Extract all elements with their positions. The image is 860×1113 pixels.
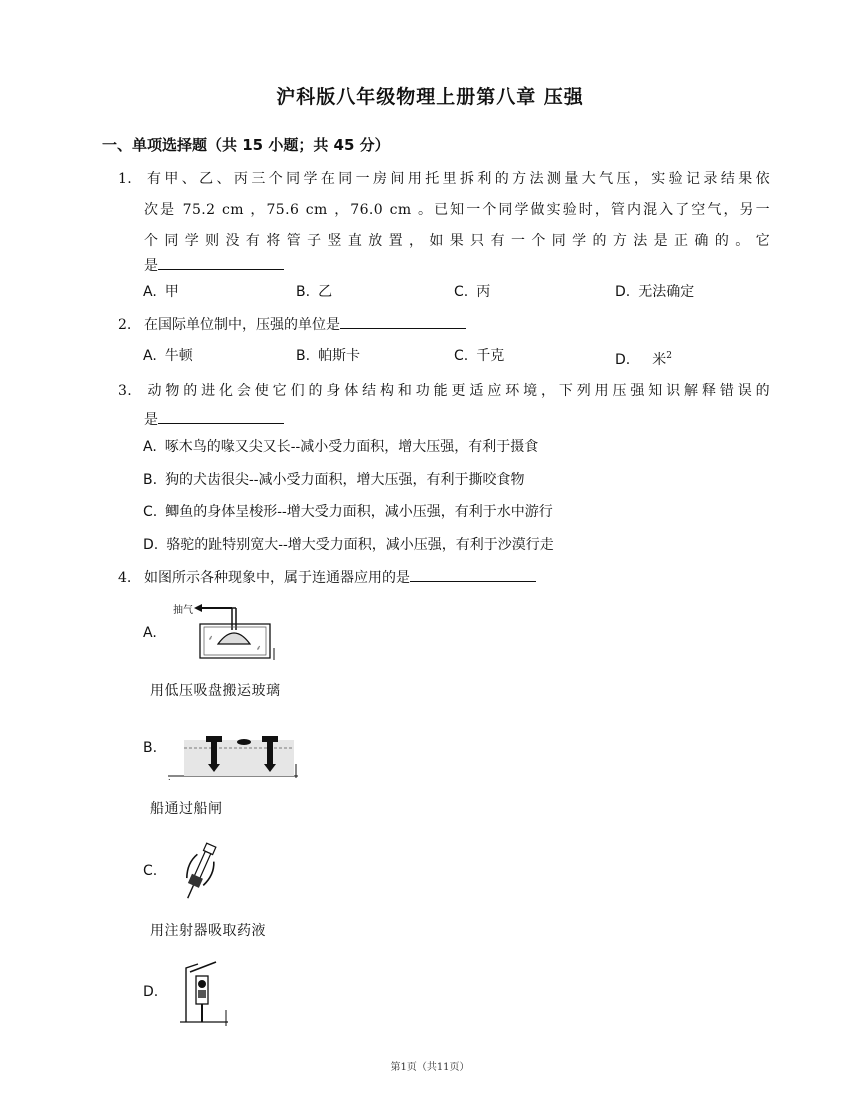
question-2-text-1: 在国际单位制中，压强的单位是	[144, 317, 340, 333]
svg-text:⸙: ⸙	[208, 634, 214, 642]
option-3c[interactable]: C. 鲫鱼的身体呈梭形--增大受力面积，减小压强，有利于水中游行	[143, 504, 553, 520]
question-1-line-1	[118, 164, 770, 195]
option-4b-caption: 船通过船闸	[150, 801, 223, 817]
option-4a-caption: 用低压吸盘搬运玻璃	[150, 683, 281, 699]
question-2-number: 2.	[118, 317, 132, 333]
option-2b[interactable]: B. 帕斯卡	[296, 348, 361, 364]
ship-lock-figure	[168, 726, 300, 784]
option-3d[interactable]: D. 骆驼的趾特别宽大--增大受力面积，减小压强，有利于沙漠行走	[143, 537, 554, 553]
question-3-number: 3.	[118, 383, 133, 399]
answer-blank-1[interactable]	[158, 254, 284, 270]
question-1-line-3: 个同学则没有将管子竖直放置，如果只有一个同学的方法是正确的。它	[144, 233, 770, 249]
figure-a-label: 抽气	[173, 605, 193, 616]
suction-cup-glass-figure	[170, 600, 280, 664]
question-1-text-1: 有甲、乙、丙三个同学在同一房间用托里拆利的方法测量大气压，实验记录结果依	[144, 171, 770, 187]
svg-text:.: .	[168, 773, 171, 782]
question-3-text-1: 动物的进化会使它们的身体结构和功能更适应环境，下列用压强知识解释错误的	[144, 383, 770, 399]
question-4-text-1: 如图所示各种现象中，属于连通器应用的是	[144, 570, 410, 586]
question-3-text-2: 是	[144, 412, 158, 428]
option-2a[interactable]: A. 牛顿	[143, 348, 193, 364]
syringe-figure	[176, 837, 222, 907]
option-4b-letter[interactable]: B.	[143, 740, 158, 756]
question-4-number: 4.	[118, 570, 132, 586]
question-1-text-4: 是	[144, 258, 158, 274]
answer-blank-2[interactable]	[340, 313, 466, 329]
option-1d[interactable]: D. 无法确定	[615, 284, 695, 300]
option-1b[interactable]: B. 乙	[296, 284, 333, 300]
option-2d[interactable]: D. 米$^2$	[615, 351, 672, 368]
water-pump-figure	[176, 960, 232, 1030]
question-2-line-1	[118, 310, 770, 341]
page-footer: 第1页（共11页）	[390, 1062, 470, 1073]
option-2c[interactable]: C. 千克	[454, 348, 505, 364]
option-1a[interactable]: A. 甲	[143, 284, 179, 300]
question-1-number: 1.	[118, 171, 133, 187]
question-1-line-2: 次是 75.2 cm ，75.6 cm ，76.0 cm 。已知一个同学做实验时，管内混入了空气，另一	[144, 202, 770, 218]
answer-blank-3[interactable]	[158, 408, 284, 424]
option-4d-letter[interactable]: D.	[143, 984, 159, 1000]
option-3a[interactable]: A. 啄木鸟的喙又尖又长--减小受力面积，增大压强，有利于摄食	[143, 439, 539, 455]
section-title: 一、单项选择题（共 15 小题；共 45 分）	[102, 136, 390, 154]
option-3b[interactable]: B. 狗的犬齿很尖--减小受力面积，增大压强，有利于撕咬食物	[143, 472, 525, 488]
answer-blank-4[interactable]	[410, 566, 536, 582]
question-3-line-1	[118, 376, 770, 407]
page-title: 沪科版八年级物理上册第八章 压强	[276, 86, 584, 108]
option-1c[interactable]: C. 丙	[454, 284, 491, 300]
option-4c-letter[interactable]: C.	[143, 863, 158, 879]
question-4-line-1	[118, 563, 770, 594]
svg-text:⸙: ⸙	[256, 644, 262, 652]
option-4a-letter[interactable]: A.	[143, 625, 157, 641]
option-4c-caption: 用注射器吸取药液	[150, 923, 266, 939]
